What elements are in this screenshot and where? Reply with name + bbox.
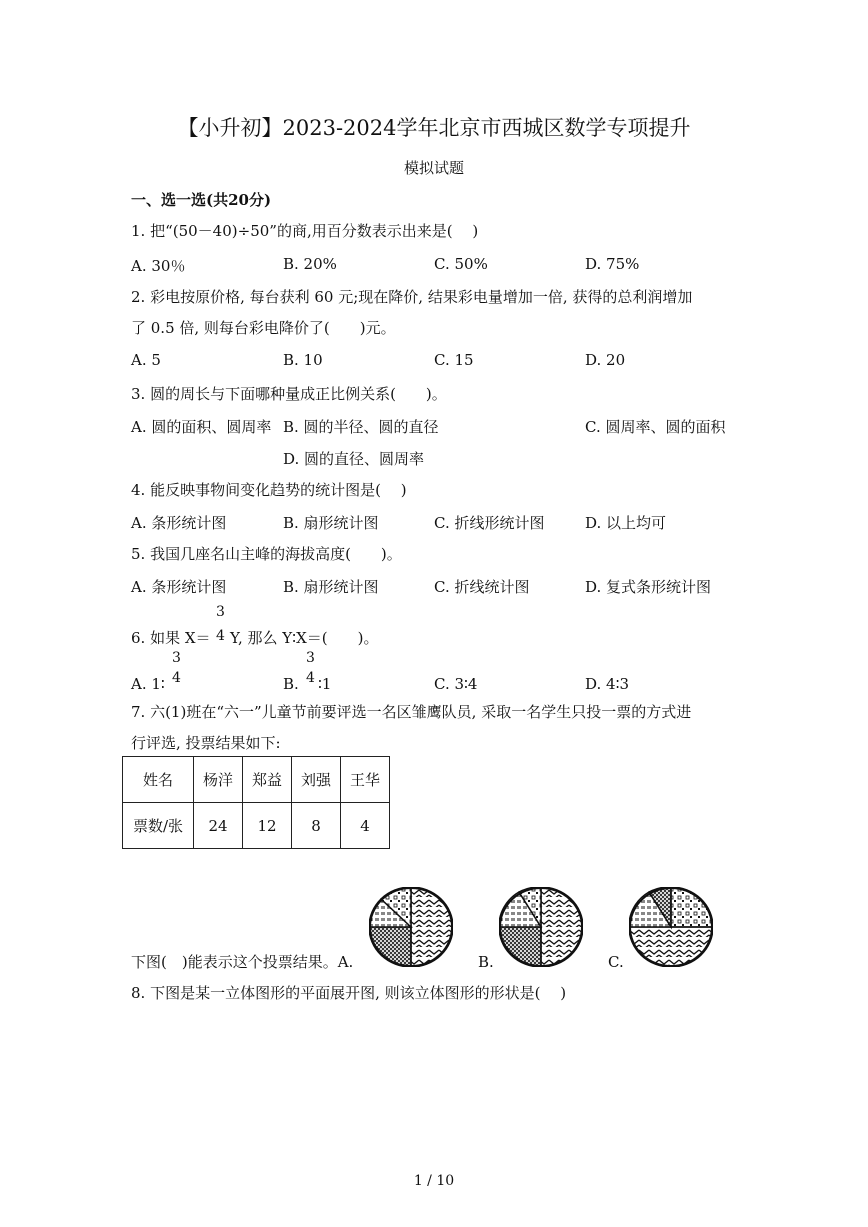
q6-option-a-numerator: 3	[172, 650, 181, 666]
pie-chart-option-b	[499, 887, 583, 967]
question-7-prompt: 下图( )能表示这个投票结果。A.	[131, 953, 354, 971]
page-number: 1 / 10	[413, 1173, 455, 1189]
q3-option-a: A. 圆的面积、圆周率	[131, 418, 272, 436]
q2-option-d: D. 20	[585, 351, 626, 369]
q5-option-b: B. 扇形统计图	[283, 578, 379, 596]
q1-option-b: B. 20%	[283, 255, 337, 273]
question-7-line-2: 行评选, 投票结果如下:	[131, 734, 281, 752]
question-7-line-1: 7. 六(1)班在“六一”儿童节前要评选一名区雏鹰队员, 采取一名学生只投一票的方式进	[131, 703, 692, 721]
question-2-line-1: 2. 彩电按原价格, 每台获利 60 元;现在降价, 结果彩电量增加一倍, 获得的总利润增加	[131, 288, 693, 306]
q2-option-c: C. 15	[434, 351, 474, 369]
question-4: 4. 能反映事物间变化趋势的统计图是( )	[131, 481, 407, 499]
q6-fraction-denominator: 4	[216, 628, 225, 644]
q3-option-d: D. 圆的直径、圆周率	[283, 450, 425, 468]
q6-option-b: B.	[283, 675, 299, 693]
question-1: 1. 把“(50－40)÷50”的商,用百分数表示出来是( )	[131, 222, 479, 240]
q6-option-b-suffix: ∶1	[318, 675, 332, 693]
q3-option-b: B. 圆的半径、圆的直径	[283, 418, 439, 436]
question-3: 3. 圆的周长与下面哪种量成正比例关系( )。	[131, 385, 447, 403]
q3-option-c: C. 圆周率、圆的面积	[585, 418, 726, 436]
q6-option-a-denominator: 4	[172, 670, 181, 686]
q4-option-a: A. 条形统计图	[131, 514, 227, 532]
q1-option-a: A. 30％	[131, 257, 186, 275]
table-row	[123, 757, 390, 803]
pie-chart-option-a	[369, 887, 453, 967]
table-cell: 8	[292, 803, 341, 849]
q6-option-b-denominator: 4	[306, 670, 315, 686]
table-cell: 郑益	[243, 757, 292, 803]
table-cell: 杨洋	[194, 757, 243, 803]
table-cell: 刘强	[292, 757, 341, 803]
table-row	[123, 803, 390, 849]
q6-option-a: A. 1∶	[131, 675, 165, 693]
q4-option-b: B. 扇形统计图	[283, 514, 379, 532]
q5-option-c: C. 折线统计图	[434, 578, 530, 596]
page-subtitle: 模拟试题	[403, 159, 464, 177]
table-cell: 24	[194, 803, 243, 849]
q5-option-d: D. 复式条形统计图	[585, 578, 712, 596]
table-cell: 姓名	[123, 757, 194, 803]
table-cell: 票数/张	[123, 803, 194, 849]
question-2-line-2: 了 0.5 倍, 则每台彩电降价了( )元。	[131, 319, 396, 337]
q6-option-c: C. 3∶4	[434, 675, 478, 693]
question-6-prefix: 6. 如果 X＝	[131, 629, 211, 647]
q6-fraction-numerator: 3	[216, 604, 225, 620]
section-heading: 一、选一选(共20分)	[131, 191, 272, 209]
question-5: 5. 我国几座名山主峰的海拔高度( )。	[131, 545, 402, 563]
pie-option-c-label: C.	[608, 953, 624, 971]
table-cell: 4	[341, 803, 390, 849]
q4-option-d: D. 以上均可	[585, 514, 667, 532]
q1-option-c: C. 50%	[434, 255, 488, 273]
q1-option-d: D. 75%	[585, 255, 640, 273]
q2-option-a: A. 5	[131, 351, 161, 369]
q4-option-c: C. 折线形统计图	[434, 514, 545, 532]
q6-option-b-numerator: 3	[306, 650, 315, 666]
q2-option-b: B. 10	[283, 351, 323, 369]
page-title: 【小升初】2023-2024学年北京市西城区数学专项提升	[177, 116, 691, 140]
table-cell: 12	[243, 803, 292, 849]
pie-chart-option-c	[629, 887, 713, 967]
question-8: 8. 下图是某一立体图形的平面展开图, 则该立体图形的形状是( )	[131, 984, 567, 1002]
table-cell: 王华	[341, 757, 390, 803]
q6-option-d: D. 4∶3	[585, 675, 630, 693]
vote-table	[122, 756, 390, 849]
question-6-suffix: Y, 那么 Y∶X＝( )。	[230, 629, 379, 647]
q5-option-a: A. 条形统计图	[131, 578, 227, 596]
pie-option-b-label: B.	[478, 953, 494, 971]
